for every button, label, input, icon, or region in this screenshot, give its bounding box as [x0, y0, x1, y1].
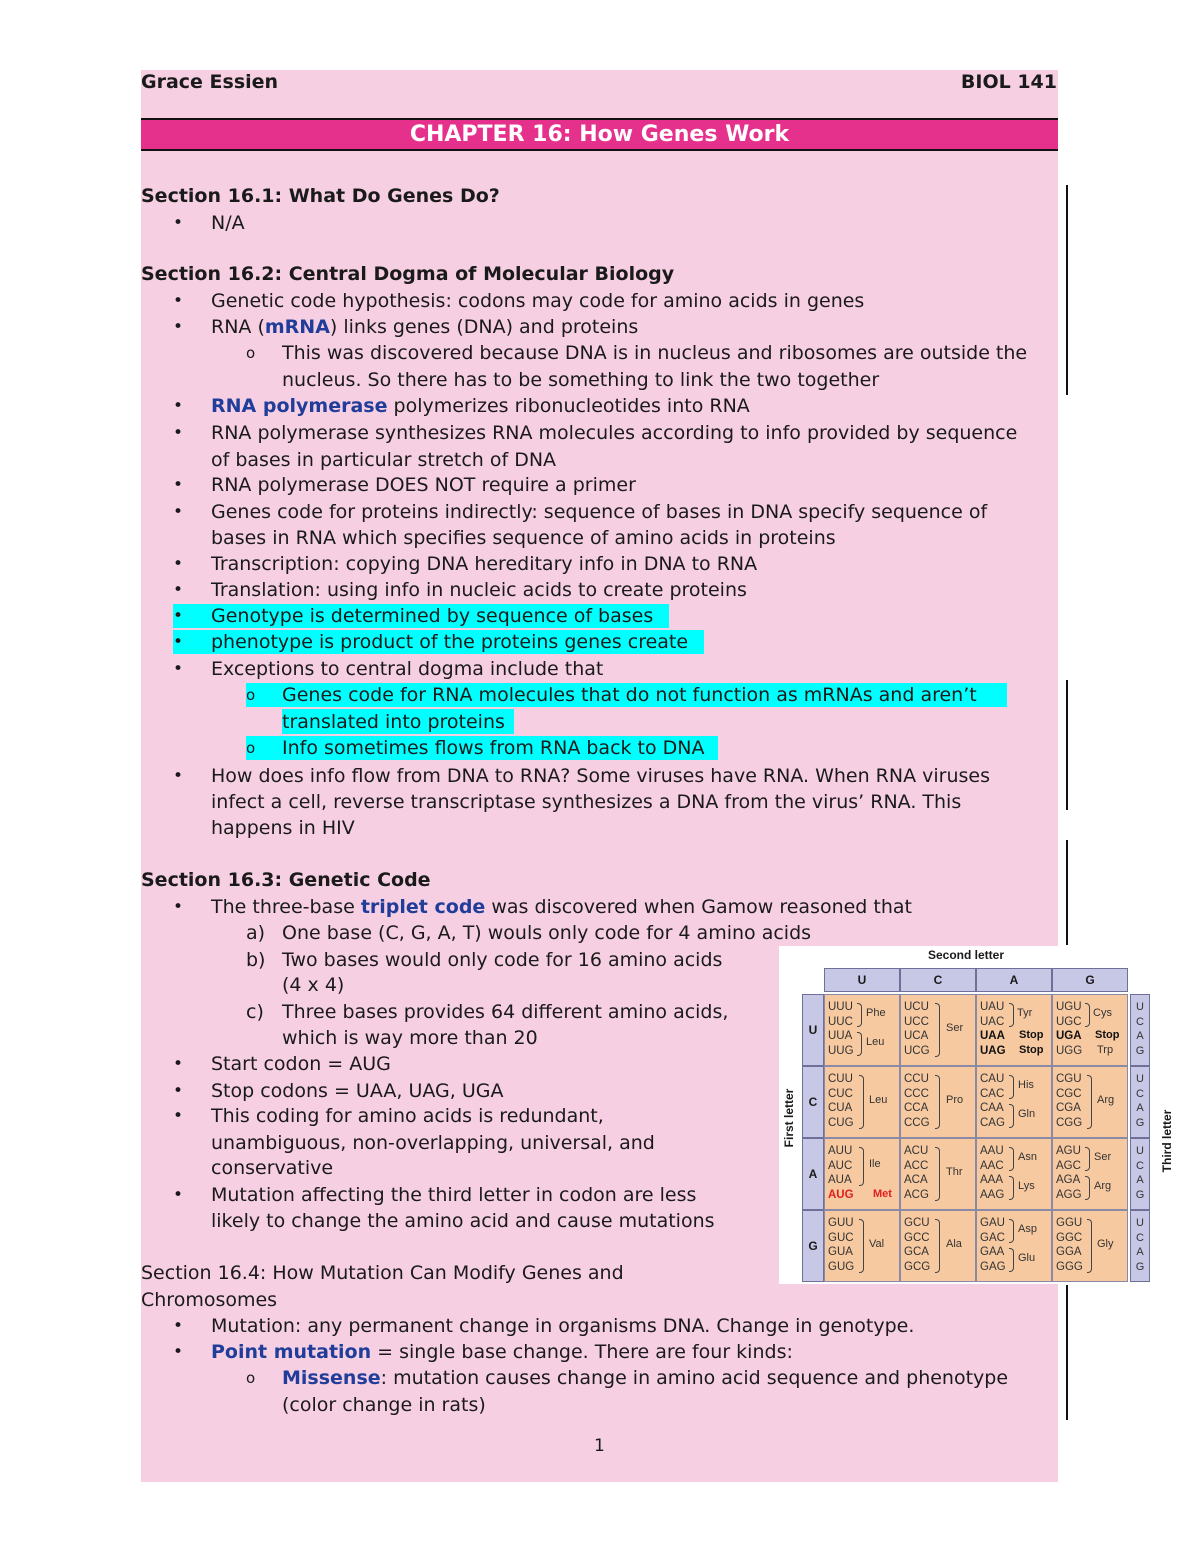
codon-cell-ca: CAU CAC CAA CAG His Gln — [976, 1066, 1052, 1138]
list-item: RNA polymerase synthesizes RNA molecules according to info provided by sequence — [211, 422, 1018, 444]
codon-cell-aa: AAU AAC AAA AAG Asn Lys — [976, 1138, 1052, 1210]
col-header-a: A — [976, 968, 1052, 992]
margin-change-bar — [1066, 185, 1068, 395]
list-letter: a) — [246, 922, 266, 944]
text: polymerizes ribonucleotides into RNA — [387, 395, 750, 417]
sub-list-item-cont: nucleus. So there has to be something to link the two together — [282, 369, 880, 391]
sub-list-item: This was discovered because DNA is in nucleus and ribosomes are outside the — [282, 342, 1028, 364]
section-heading: Section 16.1: What Do Genes Do? — [141, 185, 500, 207]
codon-cell-cc: CCU CCC CCA CCG Pro — [900, 1066, 976, 1138]
margin-change-bar — [1066, 1285, 1068, 1420]
row-header-g: G — [802, 1210, 824, 1282]
text: : mutation causes change in amino acid sequence and phenotype — [380, 1367, 1009, 1389]
text: The three-base — [211, 896, 361, 918]
sub-list-item-highlighted: Genes code for RNA molecules that do not function as mRNAs and aren’t — [282, 684, 977, 706]
section-heading: Section 16.3: Genetic Code — [141, 869, 431, 891]
first-letter-label: First letter — [782, 1088, 796, 1148]
codon-cell-ug: UGU UGC UGA UGG Cys Stop Trp — [1052, 994, 1128, 1066]
sub-list-item-cont: translated into proteins — [282, 711, 505, 733]
codon-cell-gc: GCU GCC GCA GCG Ala — [900, 1210, 976, 1282]
section-heading-cont: Chromosomes — [141, 1289, 278, 1311]
list-item — [211, 1339, 793, 1365]
row-header-c: C — [802, 1066, 824, 1138]
third-letter-col: U C A G — [1130, 1210, 1150, 1282]
list-item-cont: of bases in particular stretch of DNA — [211, 449, 557, 471]
list-item-cont: conservative — [211, 1157, 334, 1179]
sub-bullet: o — [246, 739, 256, 757]
bullet: • — [173, 580, 184, 600]
row-header-a: A — [802, 1138, 824, 1210]
bullet: • — [173, 1185, 184, 1205]
bullet: • — [173, 475, 184, 495]
text: = single base change. There are four kinds: — [371, 1341, 793, 1363]
lettered-item-cont: which is way more than 20 — [282, 1027, 538, 1049]
list-item: Transcription: copying DNA hereditary info in DNA to RNA — [211, 553, 758, 575]
third-letter-col: U C A G — [1130, 994, 1150, 1066]
list-item — [211, 894, 912, 920]
row-header-u: U — [802, 994, 824, 1066]
bullet: • — [173, 659, 184, 679]
codon-cell-cu: CUU CUC CUA CUG Leu — [824, 1066, 900, 1138]
bullet: • — [173, 1316, 184, 1336]
codon-cell-ua: UAU UAC UAA UAG Tyr Stop Stop — [976, 994, 1052, 1066]
list-item: Genes code for proteins indirectly: sequence of bases in DNA specify sequence of — [211, 501, 988, 523]
codon-cell-uc: UCU UCC UCA UCG Ser — [900, 994, 976, 1066]
lettered-item: Three bases provides 64 different amino acids, — [282, 1001, 729, 1023]
sub-list-item — [282, 1365, 1008, 1391]
key-term: mRNA — [264, 316, 330, 338]
codon-cell-gg: GGU GGC GGA GGG Gly — [1052, 1210, 1128, 1282]
list-item: Translation: using info in nucleic acids to create proteins — [211, 579, 747, 601]
codon-cell-cg: CGU CGC CGA CGG Arg — [1052, 1066, 1128, 1138]
bullet: • — [173, 1106, 184, 1126]
bullet: • — [173, 423, 184, 443]
sub-bullet: o — [246, 686, 256, 704]
col-header-c: C — [900, 968, 976, 992]
bullet: • — [173, 213, 184, 233]
text: ) links genes (DNA) and proteins — [329, 316, 639, 338]
col-header-u: U — [824, 968, 900, 992]
key-term: triplet code — [360, 896, 486, 918]
list-letter: c) — [246, 1001, 264, 1023]
key-term: RNA polymerase — [211, 395, 388, 417]
third-letter-col: U C A G — [1130, 1066, 1150, 1138]
bullet: • — [173, 317, 184, 337]
list-item-cont: bases in RNA which specifies sequence of amino acids in proteins — [211, 527, 836, 549]
list-item-cont: happens in HIV — [211, 817, 355, 839]
bullet: • — [173, 1081, 184, 1101]
bullet: • — [173, 766, 184, 786]
codon-cell-uu: UUU UUC UUA UUG Phe Leu — [824, 994, 900, 1066]
text: RNA ( — [211, 316, 265, 338]
bullet: • — [173, 606, 184, 626]
bullet: • — [173, 632, 184, 652]
list-item: This coding for amino acids is redundant, — [211, 1105, 604, 1127]
sub-bullet: o — [246, 344, 256, 362]
section-heading: Section 16.2: Central Dogma of Molecular Biology — [141, 263, 675, 285]
margin-change-bar — [1066, 840, 1068, 945]
margin-change-bar — [1066, 680, 1068, 810]
list-item-cont: likely to change the amino acid and cause mutations — [211, 1210, 715, 1232]
key-term: Missense — [282, 1367, 381, 1389]
codon-cell-au: AUU AUC AUA AUG Ile Met — [824, 1138, 900, 1210]
col-header-g: G — [1052, 968, 1128, 992]
list-item: Genetic code hypothesis: codons may code for amino acids in genes — [211, 290, 865, 312]
list-item: RNA polymerase DOES NOT require a primer — [211, 474, 636, 496]
codon-cell-ac: ACU ACC ACA ACG Thr — [900, 1138, 976, 1210]
bullet: • — [173, 502, 184, 522]
bullet: • — [173, 291, 184, 311]
sub-list-item-cont: (color change in rats) — [282, 1394, 486, 1416]
lettered-item: One base (C, G, A, T) wouls only code for 4 amino acids — [282, 922, 812, 944]
list-item: Exceptions to central dogma include that — [211, 658, 604, 680]
list-letter: b) — [246, 949, 266, 971]
bullet: • — [173, 1342, 184, 1362]
page-number: 1 — [594, 1436, 605, 1456]
codon-cell-ag: AGU AGC AGA AGG Ser Arg — [1052, 1138, 1128, 1210]
chapter-title: CHAPTER 16: How Genes Work — [141, 118, 1058, 151]
list-item: Start codon = AUG — [211, 1053, 391, 1075]
list-item — [211, 314, 638, 340]
list-item-cont: unambiguous, non-overlapping, universal, and — [211, 1132, 655, 1154]
key-term: Point mutation — [211, 1341, 372, 1363]
section-heading: Section 16.4: How Mutation Can Modify Genes and — [141, 1262, 624, 1284]
bullet: • — [173, 396, 184, 416]
list-item-highlighted: phenotype is product of the proteins genes create — [211, 631, 689, 653]
list-item-cont: infect a cell, reverse transcriptase synthesizes a DNA from the virus’ RNA. This — [211, 791, 962, 813]
lettered-item: Two bases would only code for 16 amino acids — [282, 949, 723, 971]
lettered-item-cont: (4 x 4) — [282, 974, 345, 996]
list-item — [211, 393, 750, 419]
list-item: Mutation: any permanent change in organisms DNA. Change in genotype. — [211, 1315, 915, 1337]
second-letter-label: Second letter — [927, 948, 1005, 962]
list-item: Stop codons = UAA, UAG, UGA — [211, 1080, 504, 1102]
codon-table-figure: Second letter U C A G First letter Third letter U C A G U C A G U C A G U C A G U C A G UUU UUC UUA UUG Phe Leu UCU UCC UCA UCG Ser UAU UAC UAA UAG Tyr Stop Stop UGU UGC UGA UGG Cys Stop Trp CUU CUC CUA CUG Leu CCU CCC CCA CCG Pro CAU CAC CAA CAG His Gln CGU CGC CGA CGG Arg AUU AUC AUA AUG Ile Met ACU ACC ACA ACG Thr AAU AAC AAA AAG Asn Lys AGU AGC AGA AGG Ser Arg GUU GUC GUA GUG Val GCU GCC GCA GCG Ala GAU GAC GAA GAG Asp Glu GGU GGC GGA GGG Gly — [779, 946, 1153, 1284]
codon-cell-ga: GAU GAC GAA GAG Asp Glu — [976, 1210, 1052, 1282]
list-item: N/A — [211, 212, 245, 234]
course-code: BIOL 141 — [960, 71, 1057, 93]
text: was discovered when Gamow reasoned that — [485, 896, 912, 918]
codon-cell-gu: GUU GUC GUA GUG Val — [824, 1210, 900, 1282]
author-name: Grace Essien — [141, 71, 279, 93]
bullet: • — [173, 554, 184, 574]
bullet: • — [173, 1054, 184, 1074]
list-item: How does info flow from DNA to RNA? Some viruses have RNA. When RNA viruses — [211, 765, 990, 787]
bullet: • — [173, 897, 184, 917]
third-letter-col: U C A G — [1130, 1138, 1150, 1210]
list-item: Mutation affecting the third letter in codon are less — [211, 1184, 697, 1206]
list-item-highlighted: Genotype is determined by sequence of bases — [211, 605, 654, 627]
sub-list-item-highlighted: Info sometimes flows from RNA back to DNA — [282, 737, 705, 759]
sub-bullet: o — [246, 1369, 256, 1387]
